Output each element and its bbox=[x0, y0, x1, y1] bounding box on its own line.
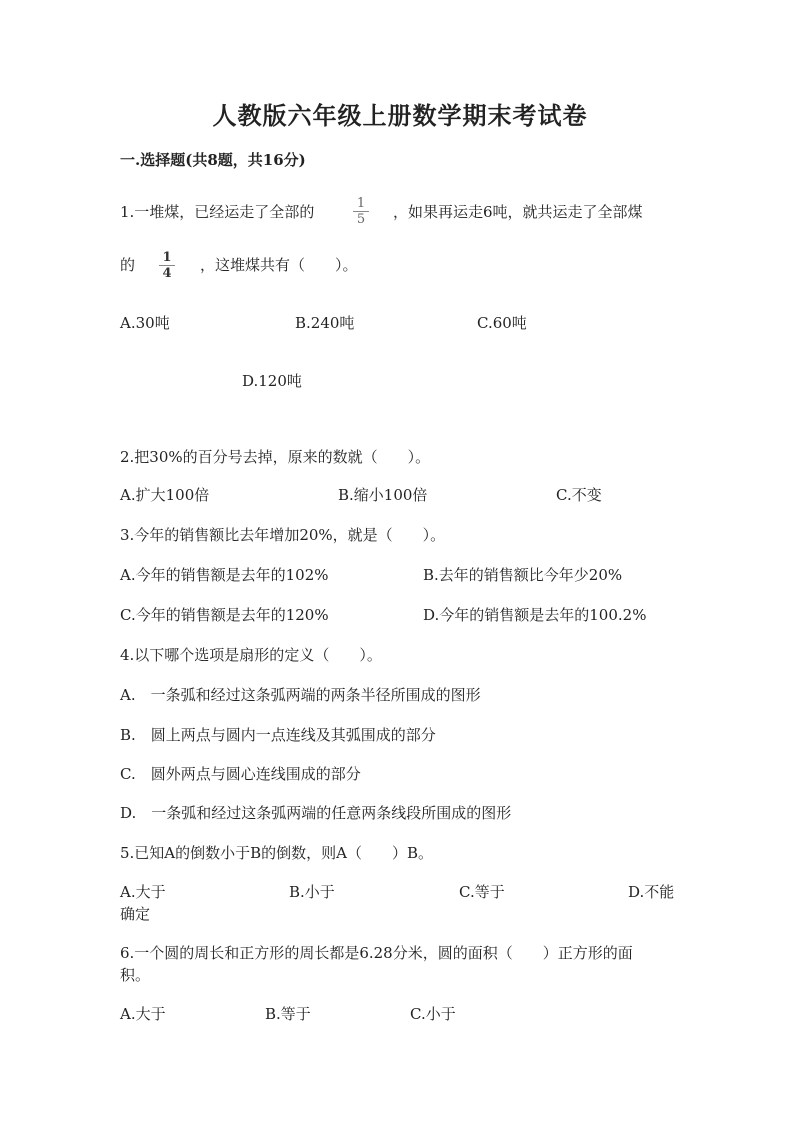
q3-option-a: A.今年的销售额是去年的102% bbox=[120, 566, 329, 584]
q1-fraction-1-denominator: 5 bbox=[353, 211, 369, 227]
q2-option-b: B.缩小100倍 bbox=[338, 486, 428, 504]
q3-option-b: B.去年的销售额比今年少20% bbox=[423, 566, 623, 584]
q1-option-b: B.240吨 bbox=[295, 314, 355, 332]
q1-fraction-2 bbox=[159, 250, 175, 281]
q1-fraction-2-numerator: 1 bbox=[162, 250, 172, 265]
section-heading: 一.选择题(共8题，共16分) bbox=[120, 151, 306, 169]
q1-option-c: C.60吨 bbox=[477, 314, 527, 332]
q5-option-d: D.不能 bbox=[628, 883, 675, 901]
q1-fraction-2-denominator: 4 bbox=[159, 265, 175, 281]
q2-option-c: C.不变 bbox=[556, 486, 602, 504]
q5-option-b: B.小于 bbox=[289, 883, 335, 901]
q5-option-d-wrap: 确定 bbox=[120, 905, 151, 923]
q1-fraction-1 bbox=[353, 196, 369, 227]
q4-text: 4.以下哪个选项是扇形的定义（ ）。 bbox=[120, 646, 382, 664]
q1-text-part4: ，这堆煤共有（ ）。 bbox=[200, 256, 358, 274]
page-title: 人教版六年级上册数学期末考试卷 bbox=[212, 101, 588, 130]
q4-option-d: D. 一条弧和经过这条弧两端的任意两条线段所围成的图形 bbox=[120, 804, 512, 822]
q2-option-a: A.扩大100倍 bbox=[120, 486, 210, 504]
q6-option-a: A.大于 bbox=[120, 1005, 166, 1023]
q6-text: 6.一个圆的周长和正方形的周长都是6.28分米，圆的面积（ ）正方形的面 bbox=[120, 944, 633, 962]
q4-option-b: B. 圆上两点与圆内一点连线及其弧围成的部分 bbox=[120, 726, 436, 744]
q5-option-a: A.大于 bbox=[120, 883, 166, 901]
q1-option-a: A.30吨 bbox=[120, 314, 170, 332]
q1-text-part2: ，如果再运走6吨，就共运走了全部煤 bbox=[393, 203, 643, 221]
q1-text-part1: 1.一堆煤，已经运走了全部的 bbox=[120, 203, 315, 221]
q1-text-part3: 的 bbox=[120, 256, 136, 274]
q3-option-c: C.今年的销售额是去年的120% bbox=[120, 606, 329, 624]
q2-text: 2.把30%的百分号去掉，原来的数就（ ）。 bbox=[120, 448, 431, 466]
q1-fraction-1-numerator: 1 bbox=[356, 196, 366, 211]
q3-text: 3.今年的销售额比去年增加20%，就是（ ）。 bbox=[120, 526, 446, 544]
q3-option-d: D.今年的销售额是去年的100.2% bbox=[423, 606, 647, 624]
q5-option-c: C.等于 bbox=[459, 883, 505, 901]
q1-option-d: D.120吨 bbox=[242, 372, 302, 390]
q6-option-c: C.小于 bbox=[410, 1005, 456, 1023]
q5-text: 5.已知A的倒数小于B的倒数，则A（ ）B。 bbox=[120, 844, 434, 862]
q6-text-wrap: 积。 bbox=[120, 966, 151, 984]
q4-option-c: C. 圆外两点与圆心连线围成的部分 bbox=[120, 765, 361, 783]
q4-option-a: A. 一条弧和经过这条弧两端的两条半径所围成的图形 bbox=[120, 686, 481, 704]
q6-option-b: B.等于 bbox=[265, 1005, 311, 1023]
